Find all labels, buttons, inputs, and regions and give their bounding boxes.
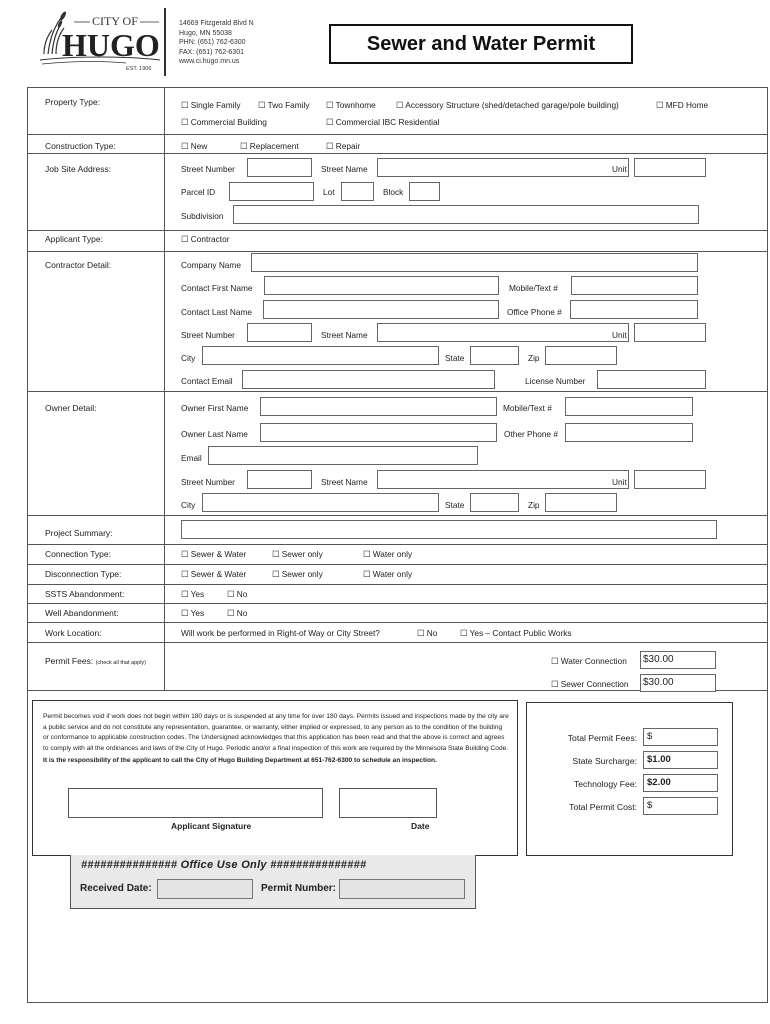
ssts-no[interactable]: ☐ No: [227, 589, 248, 599]
owner-state-input[interactable]: [470, 493, 519, 512]
property-type-label: Property Type:: [45, 97, 101, 107]
contractor-unit-input[interactable]: [634, 323, 706, 342]
contractor-street-name-input[interactable]: [377, 323, 629, 342]
disconnection-sewer-water[interactable]: ☐ Sewer & Water: [181, 569, 247, 579]
work-location-label: Work Location:: [45, 628, 102, 638]
technology-fee-field: $2.00: [643, 774, 718, 792]
page-title: Sewer and Water Permit: [329, 24, 633, 64]
option-two-family[interactable]: ☐ Two Family: [258, 100, 310, 110]
page-header: [0, 0, 770, 85]
applicant-signature-field[interactable]: [68, 788, 323, 818]
option-replacement[interactable]: ☐ Replacement: [240, 141, 299, 151]
job-street-name-input[interactable]: [377, 158, 629, 177]
permit-form: Property Type: ☐ Single Family ☐ Two Family ☐ Townhome ☐ Accessory Structure (shed/detached garage/pole building) ☐ MFD Home ☐ Commercial Building ☐ Commercial IBC Residential Construction Type: ☐ New ☐ Replacement ☐ Repair Job Site Address: Street Number Street Name Unit Parcel ID Lot Block Subdivision Applicant Type: ☐ Contractor Contractor Detail: Company Name Contact First Name Mobile/Text # Contact Last Name Office Phone # Street Number Street Name Unit City State Zip Contact Email License Number Owner Detail: Owner First Name Mobile/Text # Owner Last Name Other Phone # Email Street Number Street Name Unit City State Zip Project Summary: Connection Type: ☐ Sewer & Water ☐ Sewer only ☐ Water only Disconnection Type: ☐ Sewer & Water ☐ Sewer only ☐ Water only SSTS Abandonment: ☐ Yes ☐ No Well Abandonment: ☐ Yes ☐ No Work Location: Will work be performed in Right-of Way or City Street? ☐ No ☐ Yes – Contact Public Works Permit Fees: (check all that apply) ☐ Water Connection $30.00 ☐ Sewer Connection $30.00: [27, 87, 768, 691]
ssts-label: SSTS Abandonment:: [45, 589, 125, 599]
company-name-input[interactable]: [251, 253, 698, 272]
svg-text:HUGO: HUGO: [62, 27, 160, 63]
owner-mobile-input[interactable]: [565, 397, 693, 416]
job-street-number-input[interactable]: [247, 158, 312, 177]
owner-unit-input[interactable]: [634, 470, 706, 489]
option-commercial-building[interactable]: ☐ Commercial Building: [181, 117, 267, 127]
sewer-connection-fee[interactable]: $30.00: [640, 674, 716, 692]
applicant-type-label: Applicant Type:: [45, 234, 103, 244]
owner-street-number-input[interactable]: [247, 470, 312, 489]
owner-other-phone-input[interactable]: [565, 423, 693, 442]
job-site-label: Job Site Address:: [45, 164, 112, 174]
owner-email-input[interactable]: [208, 446, 478, 465]
svg-text:CITY OF: CITY OF: [92, 14, 138, 28]
subdivision-input[interactable]: [233, 205, 699, 224]
connection-sewer-water[interactable]: ☐ Sewer & Water: [181, 549, 247, 559]
contractor-street-number-input[interactable]: [247, 323, 312, 342]
option-repair[interactable]: ☐ Repair: [326, 141, 361, 151]
office-use-header: ############### Office Use Only ###############: [81, 859, 367, 871]
signature-label: Applicant Signature: [171, 821, 252, 831]
option-new[interactable]: ☐ New: [181, 141, 208, 151]
option-townhome[interactable]: ☐ Townhome: [326, 100, 376, 110]
work-location-no[interactable]: ☐ No: [417, 628, 438, 638]
license-number-input[interactable]: [597, 370, 706, 389]
option-commercial-ibc[interactable]: ☐ Commercial IBC Residential: [326, 117, 440, 127]
received-date-field[interactable]: [157, 879, 253, 899]
signature-date-field[interactable]: [339, 788, 437, 818]
contractor-city-input[interactable]: [202, 346, 439, 365]
total-permit-cost-field[interactable]: $: [643, 797, 718, 815]
contractor-zip-input[interactable]: [545, 346, 617, 365]
disconnection-sewer-only[interactable]: ☐ Sewer only: [272, 569, 323, 579]
totals-box: Total Permit Fees: $ State Surcharge: $1.00 Technology Fee: $2.00 Total Permit Cost: $: [526, 702, 733, 856]
well-yes[interactable]: ☐ Yes: [181, 608, 205, 618]
connection-water-only[interactable]: ☐ Water only: [363, 549, 413, 559]
contractor-email-input[interactable]: [242, 370, 495, 389]
contractor-last-name-input[interactable]: [263, 300, 499, 319]
permit-fees-label: Permit Fees: (check all that apply): [45, 656, 147, 666]
disconnection-type-label: Disconnection Type:: [45, 569, 122, 579]
connection-type-label: Connection Type:: [45, 549, 111, 559]
contractor-detail-label: Contractor Detail:: [45, 260, 112, 270]
option-contractor[interactable]: ☐ Contractor: [181, 234, 230, 244]
parcel-id-input[interactable]: [229, 182, 314, 201]
water-connection-fee[interactable]: $30.00: [640, 651, 716, 669]
water-connection-option[interactable]: ☐ Water Connection: [551, 656, 627, 666]
well-label: Well Abandonment:: [45, 608, 119, 618]
owner-first-name-input[interactable]: [260, 397, 497, 416]
disconnection-water-only[interactable]: ☐ Water only: [363, 569, 413, 579]
state-surcharge-field: $1.00: [643, 751, 718, 769]
work-location-yes[interactable]: ☐ Yes – Contact Public Works: [460, 628, 572, 638]
svg-text:EST. 1906: EST. 1906: [126, 66, 152, 72]
project-summary-label: Project Summary:: [45, 528, 113, 538]
contractor-state-input[interactable]: [470, 346, 519, 365]
owner-zip-input[interactable]: [545, 493, 617, 512]
job-unit-input[interactable]: [634, 158, 706, 177]
project-summary-input[interactable]: [181, 520, 717, 539]
total-permit-fees-field[interactable]: $: [643, 728, 718, 746]
option-single-family[interactable]: ☐ Single Family: [181, 100, 241, 110]
sewer-connection-option[interactable]: ☐ Sewer Connection: [551, 679, 629, 689]
contractor-office-phone-input[interactable]: [570, 300, 698, 319]
contractor-first-name-input[interactable]: [264, 276, 499, 295]
office-use-box: ############### Office Use Only ############### Received Date: Permit Number:: [70, 855, 476, 909]
owner-street-name-input[interactable]: [377, 470, 629, 489]
contractor-mobile-input[interactable]: [571, 276, 698, 295]
date-label: Date: [411, 821, 430, 831]
city-address: 14669 Fitzgerald Blvd N Hugo, MN 55038 PHN: (651) 762-6300 FAX: (651) 762-6301 www.ci.hugo.mn.us: [179, 20, 254, 65]
ssts-yes[interactable]: ☐ Yes: [181, 589, 205, 599]
owner-detail-label: Owner Detail:: [45, 403, 97, 413]
city-logo: [34, 8, 162, 74]
connection-sewer-only[interactable]: ☐ Sewer only: [272, 549, 323, 559]
lot-input[interactable]: [341, 182, 374, 201]
owner-last-name-input[interactable]: [260, 423, 497, 442]
acknowledgement-box: [32, 700, 518, 856]
owner-city-input[interactable]: [202, 493, 439, 512]
block-input[interactable]: [409, 182, 440, 201]
permit-notice: Permit becomes void if work does not begin within 180 days or is suspended at any time for over 180 days. Permits issued and inspections made by the city are a public service and do not constitute any representation, guarantee, or warranty, either implied or expressed, to any person as to the condition of the building or conformance to applicable construction codes. The Undersigned acknowledges that this application has been read and that the above is correct and agrees to comply with all the ordinances and laws of the City of Hugo. Periodic and/or a final inspection of this work are required by the Minnesota State Building Code. It is the responsibility of the applicant to call the City of Hugo Building Department at 651-762-6300 to schedule an inspection.: [43, 712, 509, 767]
inspection-responsibility: It is the responsibility of the applicant to call the City of Hugo Building Department at 651-762-6300 to schedule an inspection.: [43, 757, 437, 765]
option-mfd-home[interactable]: ☐ MFD Home: [656, 100, 709, 110]
header-divider: [164, 8, 166, 76]
permit-number-field[interactable]: [339, 879, 465, 899]
construction-type-label: Construction Type:: [45, 141, 116, 151]
option-accessory-structure[interactable]: ☐ Accessory Structure (shed/detached garage/pole building): [396, 100, 619, 110]
well-no[interactable]: ☐ No: [227, 608, 248, 618]
